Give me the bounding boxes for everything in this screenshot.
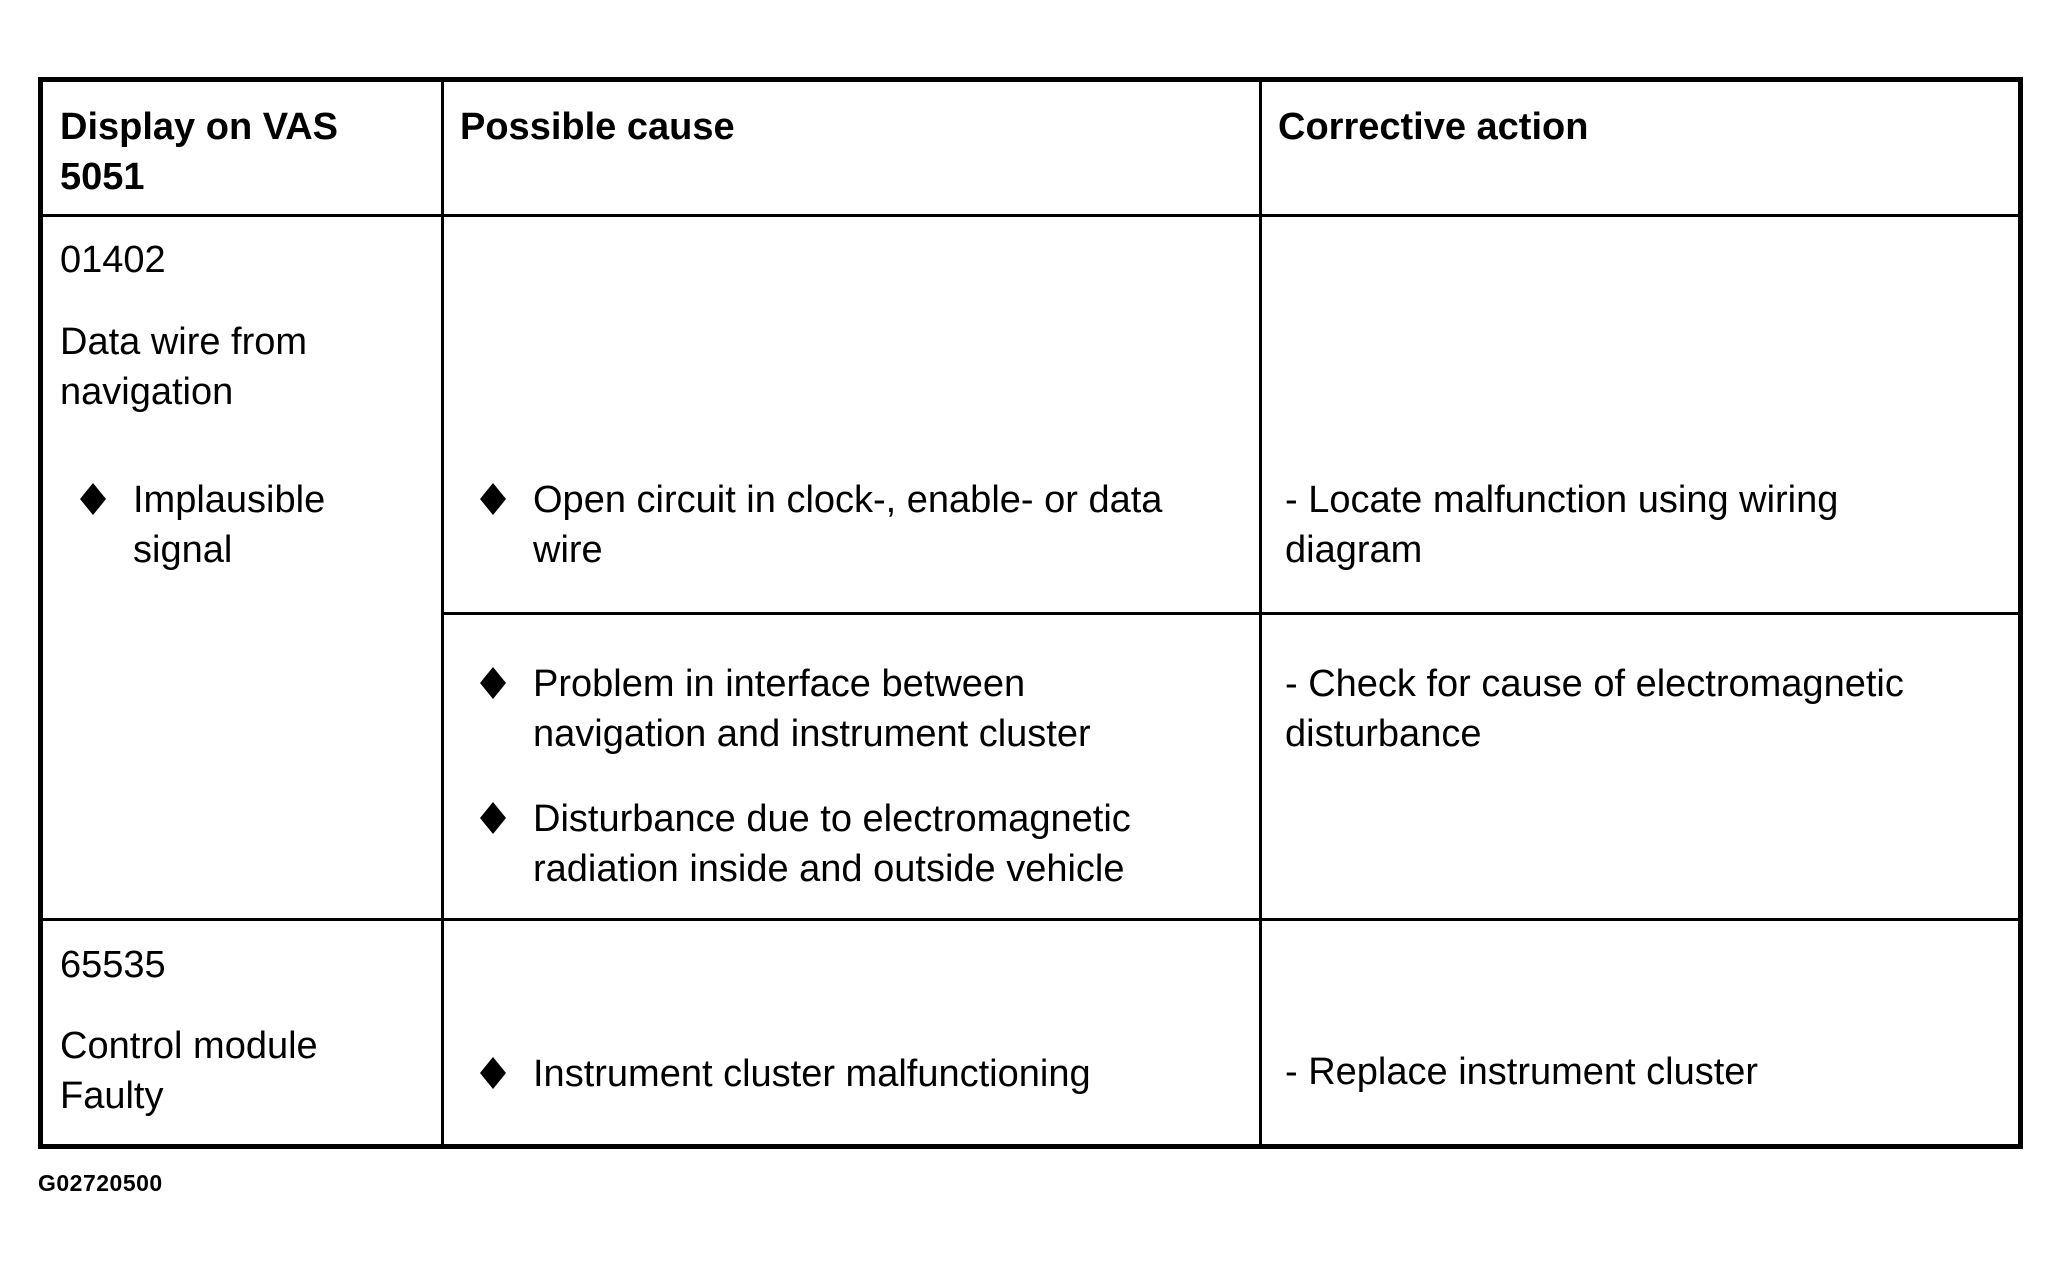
row-1-group-1-cause-1 — [460, 475, 1250, 575]
row-1-code: 01402 — [60, 239, 166, 281]
header-action: Corrective action — [1278, 106, 1589, 148]
action-line-1: - Check for cause of electromagnetic — [1285, 663, 1904, 705]
action-line-2: disturbance — [1285, 713, 1482, 755]
row-2-group-1-cause-1 — [460, 1049, 1250, 1099]
cause-line-1: Open circuit in clock-, enable- or data — [533, 479, 1163, 521]
action-line-2: diagram — [1285, 529, 1423, 571]
header-display-line-2: 5051 — [60, 156, 145, 198]
row-1-group-2-cause-2 — [460, 794, 1250, 894]
header-cause: Possible cause — [460, 106, 735, 148]
cause-line-2: navigation and instrument cluster — [533, 713, 1091, 755]
row-divider — [43, 918, 2018, 921]
diamond-bullet-icon — [480, 483, 506, 515]
row-2-code: 65535 — [60, 944, 166, 986]
row-1-symptom-line-2: signal — [133, 529, 233, 571]
action-line-1: - Replace instrument cluster — [1285, 1051, 1759, 1093]
diamond-bullet-icon — [480, 802, 506, 834]
diamond-bullet-icon — [480, 667, 506, 699]
row-2-description — [60, 1021, 318, 1121]
header-display-line-1: Display on VAS — [60, 106, 339, 148]
action-line-1: - Locate malfunction using wiring — [1285, 479, 1839, 521]
group-divider — [441, 612, 2018, 615]
row-1-description-line-2: navigation — [60, 371, 234, 413]
row-1-group-1-action — [1285, 475, 1838, 575]
row-1-group-2-action — [1285, 659, 1904, 759]
cause-line-2: wire — [533, 529, 603, 571]
header-divider — [43, 214, 2018, 217]
row-2-description-line-2: Faulty — [60, 1075, 164, 1117]
cause-line-1: Disturbance due to electromagnetic — [533, 798, 1131, 840]
diamond-bullet-icon — [80, 483, 106, 515]
cause-line-1: Problem in interface between — [533, 663, 1026, 705]
diamond-bullet-icon — [480, 1057, 506, 1089]
row-1-symptom-line-1: Implausible — [133, 479, 326, 521]
figure-id: G02720500 — [38, 1170, 163, 1196]
row-1-group-2-cause-1 — [460, 659, 1250, 759]
cause-line-1: Instrument cluster malfunctioning — [533, 1053, 1091, 1095]
cause-line-2: radiation inside and outside vehicle — [533, 848, 1125, 890]
row-1-symptom — [60, 475, 430, 575]
row-1-description-line-1: Data wire from — [60, 321, 308, 363]
row-1-description — [60, 317, 307, 417]
row-2-description-line-1: Control module — [60, 1025, 318, 1067]
diagnostic-table — [38, 77, 2023, 1149]
row-2-group-1-action — [1285, 1047, 1758, 1097]
header-display — [60, 102, 338, 202]
